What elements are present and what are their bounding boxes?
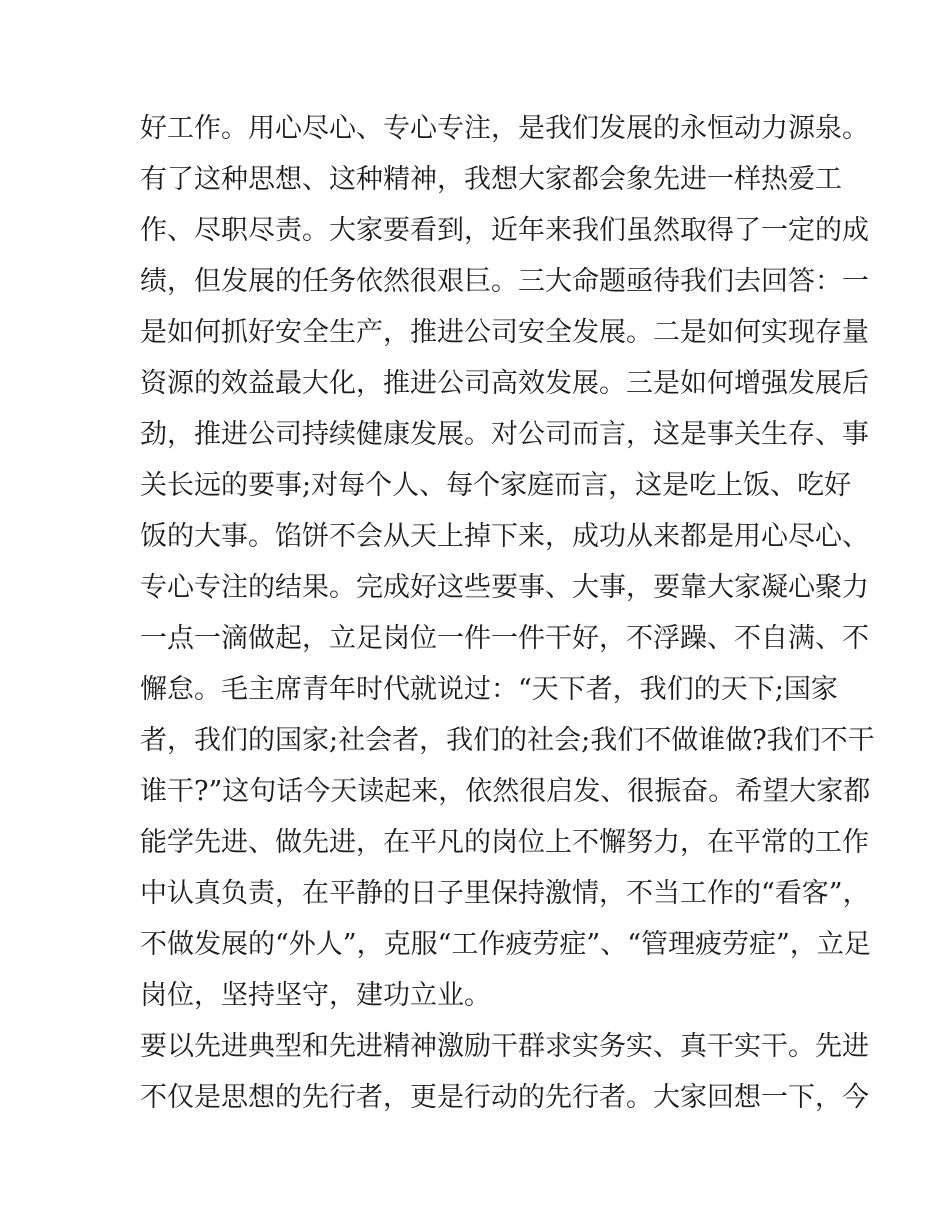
text-line-1: 好工作。用心尽心、专心专注，是我们发展的永恒动力源泉。 [140, 113, 869, 144]
text-line-18: 岗位，坚持坚守，建功立业。 [140, 980, 491, 1011]
text-line-3: 作、尽职尽责。大家要看到，近年来我们虽然取得了一定的成 [140, 215, 869, 246]
text-line-8: 关长远的要事;对每个人、每个家庭而言，这是吃上饭、吃好 [140, 470, 852, 501]
text-line-16: 中认真负责，在平静的日子里保持激情，不当工作的“看客”， [140, 878, 870, 909]
text-line-12: 懈怠。毛主席青年时代就说过：“天下者，我们的天下;国家 [140, 674, 838, 705]
text-line-9: 饭的大事。馅饼不会从天上掉下来，成功从来都是用心尽心、 [140, 521, 869, 552]
text-line-4: 绩，但发展的任务依然很艰巨。三大命题亟待我们去回答：一 [140, 266, 869, 297]
text-line-20: 不仅是思想的先行者，更是行动的先行者。大家回想一下，今 [140, 1082, 869, 1113]
body-text [140, 103, 875, 1123]
text-line-10: 专心专注的结果。完成好这些要事、大事，要靠大家凝心聚力 [140, 572, 869, 603]
text-line-15: 能学先进、做先进，在平凡的岗位上不懈努力，在平常的工作 [140, 827, 869, 858]
text-line-17: 不做发展的“外人”，克服“工作疲劳症”、“管理疲劳症”，立足 [140, 929, 871, 960]
text-line-6: 资源的效益最大化，推进公司高效发展。三是如何增强发展后 [140, 368, 869, 399]
text-line-19: 要以先进典型和先进精神激励干群求实务实、真干实干。先进 [140, 1031, 869, 1062]
text-line-2: 有了这种思想、这种精神，我想大家都会象先进一样热爱工 [140, 164, 842, 195]
text-line-5: 是如何抓好安全生产，推进公司安全发展。二是如何实现存量 [140, 317, 869, 348]
text-line-13: 者，我们的国家;社会者，我们的社会;我们不做谁做?我们不干 [140, 725, 875, 756]
text-line-7: 劲，推进公司持续健康发展。对公司而言，这是事关生存、事 [140, 419, 869, 450]
text-line-14: 谁干?”这句话今天读起来，依然很启发、很振奋。希望大家都 [140, 776, 871, 807]
text-line-11: 一点一滴做起，立足岗位一件一件干好，不浮躁、不自满、不 [140, 623, 869, 654]
